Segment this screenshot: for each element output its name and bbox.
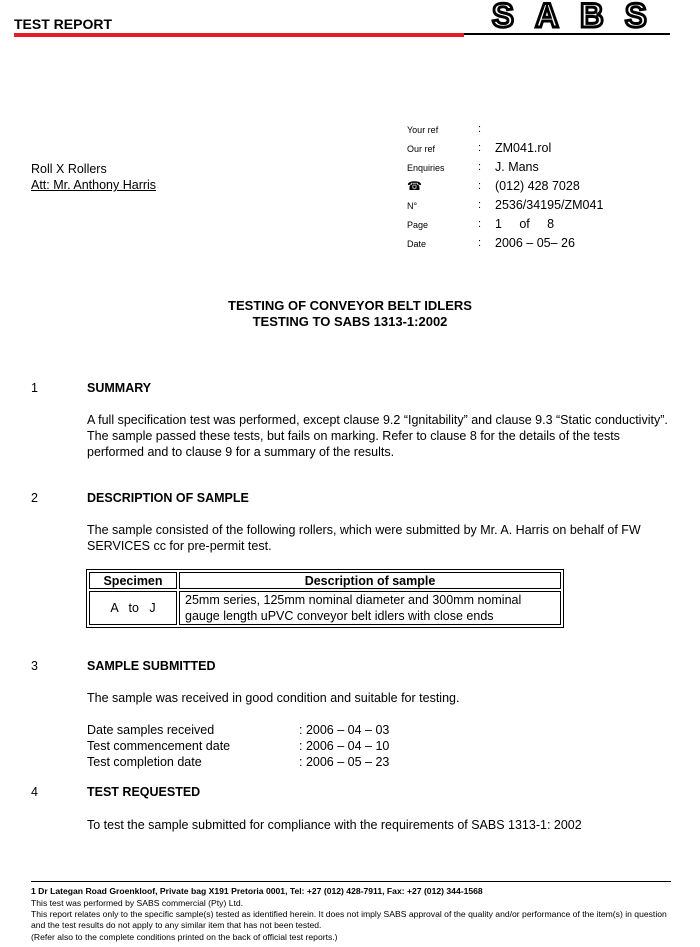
ref-label: N°	[407, 201, 418, 211]
ref-row-page	[407, 216, 687, 235]
ref-value: (012) 428 7028	[495, 179, 580, 193]
logo-underline	[464, 33, 670, 35]
date-label-received: Date samples received	[87, 723, 215, 737]
ref-label: Enquiries	[407, 163, 445, 173]
ref-label: Date	[407, 239, 427, 249]
ref-value: 1 of 8	[495, 217, 555, 231]
addressee-attention: Att: Mr. Anthony Harris	[31, 178, 157, 192]
ref-row-telephone	[407, 178, 687, 197]
date-value-received: : 2006 – 04 – 03	[299, 723, 390, 737]
section-2-title: DESCRIPTION OF SAMPLE	[87, 491, 249, 505]
footer-rule	[31, 881, 671, 882]
table-cell-description: 25mm series, 125mm nominal diameter and 300mm nominal gauge length uPVC conveyor belt idlers with close ends	[179, 591, 561, 625]
section-3-number: 3	[31, 659, 38, 673]
ref-separator: :	[478, 123, 482, 135]
report-header-title: TEST REPORT	[14, 16, 113, 32]
section-1-title: SUMMARY	[87, 381, 152, 395]
section-3-title: SAMPLE SUBMITTED	[87, 659, 216, 673]
ref-value: ZM041.rol	[495, 141, 552, 155]
footer-performed-by: This test was performed by SABS commercial (Pty) Ltd.	[31, 898, 244, 908]
header-red-rule	[14, 33, 464, 37]
footer-address: 1 Dr Lategan Road Groenkloof, Private bag X191 Pretoria 0001, Tel: +27 (012) 428-7911, Fax: +27 (012) 344-1568	[31, 886, 483, 896]
ref-separator: :	[478, 218, 482, 230]
footer-disclaimer: This report relates only to the specific sample(s) tested as identified herein. It does not imply SABS approval of the quality and/or performance of the item(s) in question and the test results do not apply to any similar item that has not been tested.	[31, 909, 667, 930]
ref-value: 2536/34195/ZM041	[495, 198, 604, 212]
ref-label: Your ref	[407, 125, 439, 135]
ref-row-your-ref	[407, 121, 687, 140]
section-1-body: A full specification test was performed, except clause 9.2 “Ignitability” and clause 9.3 “Static conductivity”. The sample passed these tests, but fails on marking. Refer to clause 8 for the details of the tests performed and to clause 9 for a summary of the results.	[87, 413, 668, 459]
ref-separator: :	[478, 142, 482, 154]
section-2-number: 2	[31, 491, 38, 505]
ref-separator: :	[478, 180, 482, 192]
table-header-specimen: Specimen	[89, 572, 177, 589]
footer-conditions-note: (Refer also to the complete conditions printed on the back of official test reports.)	[31, 932, 338, 942]
table-cell-specimen: A to J	[89, 591, 177, 625]
telephone-icon: ☎	[407, 179, 422, 193]
table-header-description: Description of sample	[179, 572, 561, 589]
ref-row-number	[407, 197, 687, 216]
sample-table	[86, 569, 564, 628]
ref-label: Our ref	[407, 144, 436, 154]
sabs-logo	[490, 0, 670, 30]
document-title-line1: TESTING OF CONVEYOR BELT IDLERS	[228, 298, 472, 313]
table-header-row	[89, 572, 561, 589]
section-1-number: 1	[31, 381, 38, 395]
ref-value: J. Mans	[495, 160, 539, 174]
ref-separator: :	[478, 199, 482, 211]
date-value-completion: : 2006 – 05 – 23	[299, 755, 390, 769]
document-title-line2: TESTING TO SABS 1313-1:2002	[252, 314, 448, 329]
section-3-body: The sample was received in good condition and suitable for testing.	[87, 691, 460, 705]
ref-row-enquiries	[407, 159, 687, 178]
ref-row-our-ref	[407, 140, 687, 159]
date-label-commencement: Test commencement date	[87, 739, 231, 753]
section-4-body: To test the sample submitted for compliance with the requirements of SABS 1313-1: 2002	[87, 818, 582, 832]
ref-separator: :	[478, 237, 482, 249]
section-2-body: The sample consisted of the following rollers, which were submitted by Mr. A. Harris on behalf of FW SERVICES cc for pre-permit test.	[87, 523, 641, 553]
ref-label: Page	[407, 220, 429, 230]
section-4-number: 4	[31, 785, 38, 799]
section-4-title: TEST REQUESTED	[87, 785, 201, 799]
date-value-commencement: : 2006 – 04 – 10	[299, 739, 390, 753]
ref-separator: :	[478, 161, 482, 173]
table-row	[89, 591, 561, 625]
sabs-logo-text: SABS	[492, 0, 668, 30]
ref-row-date	[407, 235, 687, 254]
date-label-completion: Test completion date	[87, 755, 202, 769]
ref-value: 2006 – 05– 26	[495, 236, 575, 250]
addressee-company: Roll X Rollers	[31, 162, 107, 176]
